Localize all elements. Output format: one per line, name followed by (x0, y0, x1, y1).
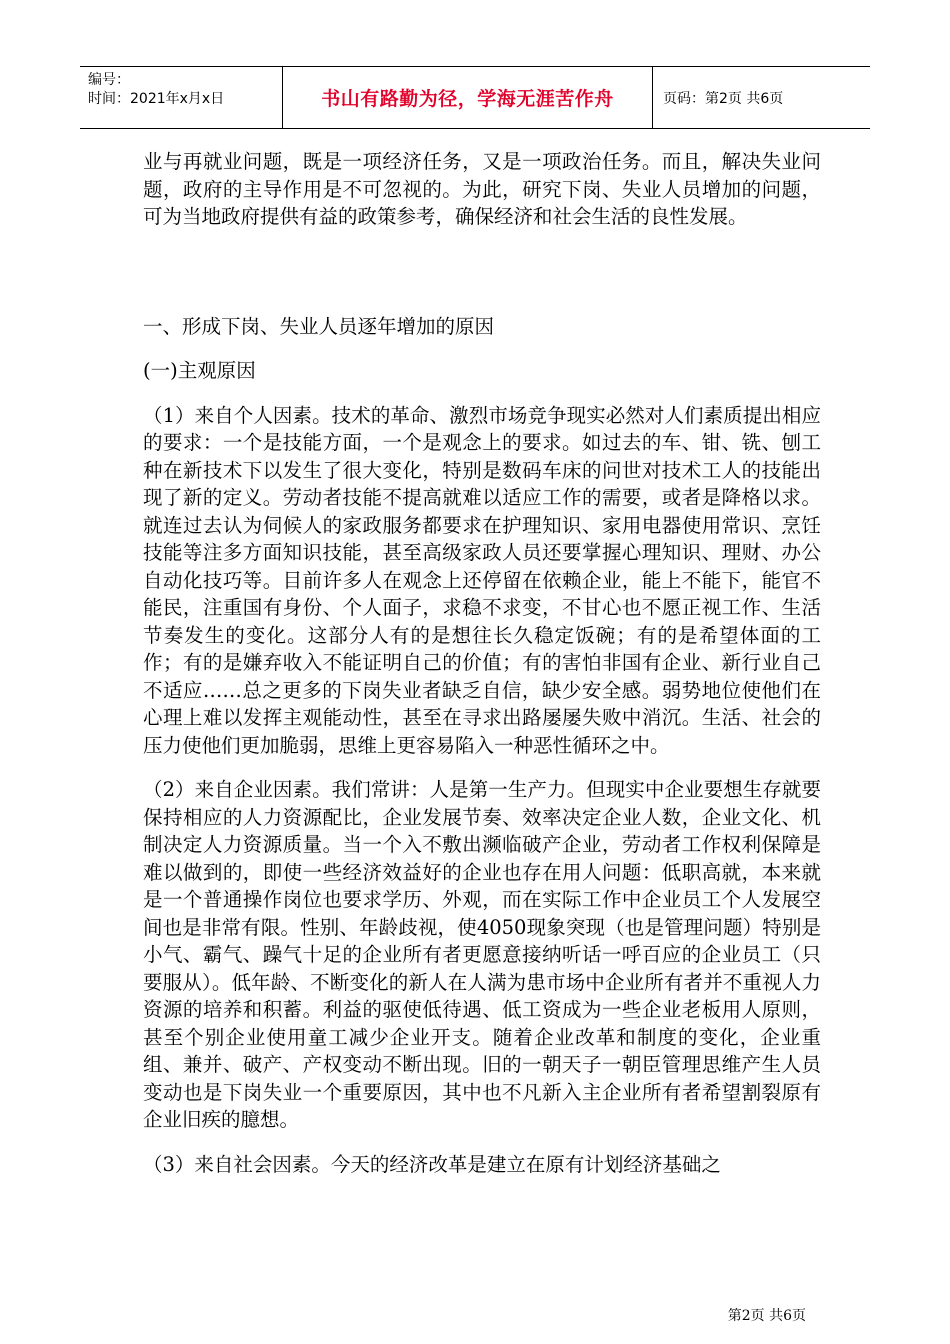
paragraph-social-factors: （3）来自社会因素。今天的经济改革是建立在原有计划经济基础之 (143, 1152, 721, 1176)
header-motto: 书山有路勤为径，学海无涯苦作舟 (283, 67, 653, 128)
paragraph-personal-factors: （1）来自个人因素。技术的革命、激烈市场竞争现实必然对人们素质提出相应的要求：一个是技能方面，一个是观念上的要求。如过去的车、钳、铣、刨工种在新技术下以发生了很大变化，特别是数码车床的问世对技术工人的技能出现了新的定义。劳动者技能不提高就难以适应工作的需要，或者是降格以求。就连过去认为伺候人的家政服务都要求在护理知识、家用电器使用常识、烹饪技能等注多方面知识技能，甚至高级家政人员还要掌握心理知识、理财、办公自动化技巧等。目前许多人在观念上还停留在依赖企业，能上不能下，能官不能民，注重国有身份、个人面子，求稳不求变，不甘心也不愿正视工作、生活节奏发生的变化。这部分人有的是想往长久稳定饭碗；有的是希望体面的工作；有的是嫌弃收入不能证明自己的价值；有的害怕非国有企业、新行业自己不适应……总之更多的下岗失业者缺乏自信，缺少安全感。弱势地位使他们在心理上难以发挥主观能动性，甚至在寻求出路屡屡失败中消沉。生活、社会的压力使他们更加脆弱，思维上更容易陷入一种恶性循环之中。 (143, 403, 821, 757)
intro-paragraph: 业与再就业问题，既是一项经济任务，又是一项政治任务。而且，解决失业问题，政府的主导作用是不可忽视的。为此，研究下岗、失业人员增加的问题，可为当地政府提供有益的政策参考，确保经济和社会生活的良性发展。 (143, 150, 821, 228)
page-footer: 第2页 共6页 (727, 1308, 806, 1324)
section-heading: 一、形成下岗、失业人员逐年增加的原因 (143, 314, 495, 338)
number-label: 编号： (88, 72, 130, 88)
header-meta (80, 67, 283, 128)
page-header (80, 66, 870, 129)
header-page-code: 页码：第2页 共6页 (663, 90, 784, 107)
paragraph-enterprise-factors: （2）来自企业因素。我们常讲：人是第一生产力。但现实中企业要想生存就要保持相应的人力资源配比，企业发展节奏、效率决定企业人数，企业文化、机制决定人力资源质量。当一个入不敷出濒临破产企业，劳动者工作权利保障是难以做到的，即使一些经济效益好的企业也存在用人问题：低职高就，本来就是一个普通操作岗位也要求学历、外观，而在实际工作中企业员工个人发展空间也是非常有限。性别、年龄歧视，使4050现象突现（也是管理问题）特别是小气、霸气、躁气十足的企业所有者更愿意接纳听话一呼百应的企业员工（只要服从）。低年龄、不断变化的新人在人满为患市场中企业所有者并不重视人力资源的培养和积蓄。利益的驱使低待遇、低工资成为一些企业老板用人原则，甚至个别企业使用童工减少企业开支。随着企业改革和制度的变化，企业重组、兼并、破产、产权变动不断出现。旧的一朝天子一朝臣管理思维产生人员变动也是下岗失业一个重要原因，其中也不凡新入主企业所有者希望割裂原有企业旧疾的臆想。 (143, 778, 821, 1131)
time-label: 时间：2021年x月x日 (88, 91, 225, 107)
document-body (143, 148, 821, 1178)
subsection-heading: (一)主观原因 (143, 359, 256, 382)
